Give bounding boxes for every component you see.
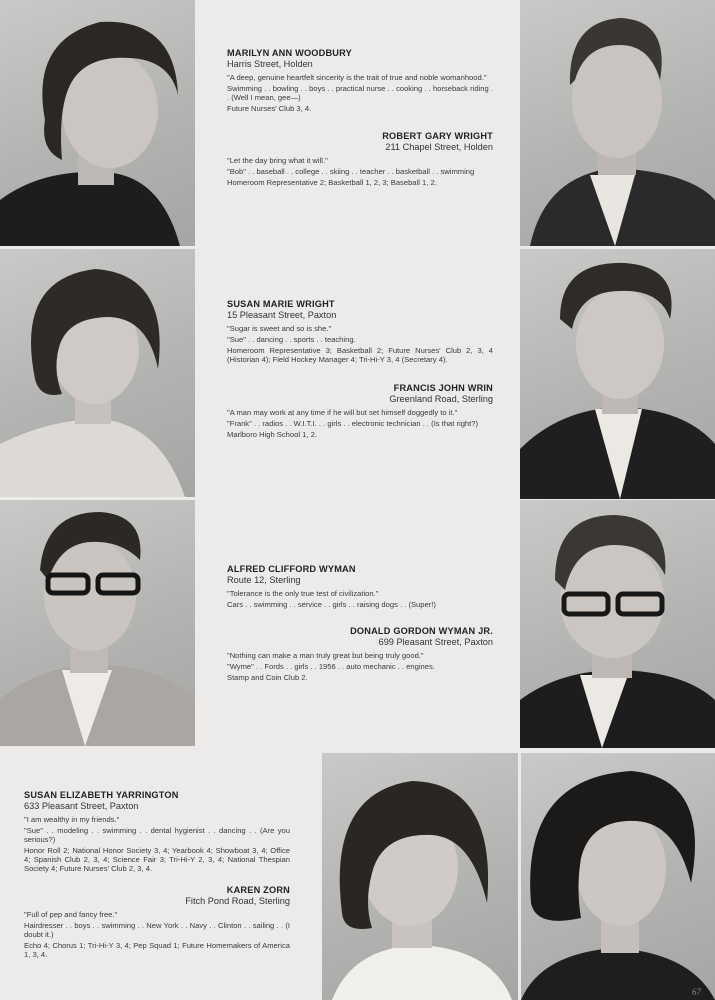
student-name: SUSAN ELIZABETH YARRINGTON xyxy=(24,790,179,800)
student-quote: "I am wealthy in my friends." xyxy=(24,815,120,824)
student-activities: Homeroom Representative 2; Basketball 1, 2, 3; Baseball 1, 2. xyxy=(227,178,437,187)
portrait-susan-yarrington xyxy=(322,753,518,1000)
student-bio xyxy=(24,790,290,875)
portrait-susan-wright xyxy=(0,249,195,497)
student-quote: "Sugar is sweet and so is she." xyxy=(227,324,332,333)
portrait-karen-zorn xyxy=(521,753,715,1000)
student-name: ALFRED CLIFFORD WYMAN xyxy=(227,564,356,574)
portrait-alfred-wyman xyxy=(0,500,195,746)
student-interests: "Sue" . . modeling . . swimming . . dental hygienist . . dancing . . (Are you serious?) xyxy=(24,826,290,844)
student-bio xyxy=(227,383,493,441)
portrait-francis-wrin xyxy=(520,249,715,499)
student-activities: Marlboro High School 1, 2. xyxy=(227,430,317,439)
student-bio xyxy=(227,299,493,366)
student-interests: "Wyme" . . Fords . . girls . . 1956 . . auto mechanic . . engines. xyxy=(227,662,435,671)
student-name: FRANCIS JOHN WRIN xyxy=(393,383,493,393)
student-interests: "Frank" . . radios . . W.I.T.I. . . girls . . electronic technician . . (Is that right?) xyxy=(227,419,479,428)
student-address: 15 Pleasant Street, Paxton xyxy=(227,310,337,320)
student-interests: Hairdresser . . boys . . swimming . . New York . . Navy . . Clinton . . sailing . . (I doubt it.) xyxy=(24,921,290,939)
student-address: Greenland Road, Sterling xyxy=(389,394,493,404)
student-activities: Future Nurses' Club 3, 4. xyxy=(227,104,312,113)
student-address: 699 Pleasant Street, Paxton xyxy=(378,637,493,647)
student-name: ROBERT GARY WRIGHT xyxy=(382,131,493,141)
student-bio xyxy=(24,885,290,961)
student-name: SUSAN MARIE WRIGHT xyxy=(227,299,335,309)
student-bio xyxy=(227,564,493,611)
portrait-donald-wyman xyxy=(520,500,715,748)
student-interests: Cars . . swimming . . service . . girls . . raising dogs . . (Super!) xyxy=(227,600,436,609)
student-quote: "Full of pep and fancy free." xyxy=(24,910,118,919)
student-quote: "A man may work at any time if he will but set himself doggedly to it." xyxy=(227,408,458,417)
student-interests: "Sue" . . dancing . . sports . . teaching. xyxy=(227,335,356,344)
student-name: DONALD GORDON WYMAN JR. xyxy=(350,626,493,636)
student-quote: "Nothing can make a man truly great but being truly good." xyxy=(227,651,424,660)
student-bio xyxy=(227,626,493,684)
student-bio xyxy=(227,131,493,189)
portrait-robert-wright xyxy=(520,0,715,246)
student-quote: "A deep, genuine heartfelt sincerity is the trait of true and noble womanhood." xyxy=(227,73,487,82)
student-activities: Stamp and Coin Club 2. xyxy=(227,673,308,682)
student-address: 211 Chapel Street, Holden xyxy=(385,142,493,152)
student-name: KAREN ZORN xyxy=(226,885,290,895)
student-address: Harris Street, Holden xyxy=(227,59,313,69)
portrait-marilyn-woodbury xyxy=(0,0,195,246)
student-quote: "Let the day bring what it will." xyxy=(227,156,328,165)
student-bio xyxy=(227,48,493,115)
student-address: 633 Pleasant Street, Paxton xyxy=(24,801,139,811)
student-activities: Homeroom Representative 3; Basketball 2; Future Nurses' Club 2, 3, 4 (Historian 4); Field Hockey Manager 4; Tri-Hi-Y 3, 4 (Secretary 4). xyxy=(227,346,493,364)
student-quote: "Tolerance is the only true test of civilization." xyxy=(227,589,379,598)
student-activities: Echo 4; Chorus 1; Tri-Hi-Y 3, 4; Pep Squad 1; Future Homemakers of America 1, 3, 4. xyxy=(24,941,290,959)
student-interests: Swimming . . bowling . . boys . . practical nurse . . cooking . . horseback riding . . (Well I mean, gee—) xyxy=(227,84,493,102)
student-address: Route 12, Sterling xyxy=(227,575,301,585)
student-name: MARILYN ANN WOODBURY xyxy=(227,48,352,58)
student-activities: Honor Roll 2; National Honor Society 3, 4; Yearbook 4; Showboat 3, 4; Office 4; Spanish Club 2, 3, 4; Science Fair 3; Tri-Hi-Y 2, 3, 4; National Thespian Society 4; Future Nurses' Club 2, 3, 4. xyxy=(24,846,290,873)
student-interests: "Bob" . . baseball . . college . . skiing . . teacher . . basketball . . swimming xyxy=(227,167,475,176)
student-address: Fitch Pond Road, Sterling xyxy=(185,896,290,906)
page-number: 67 xyxy=(692,987,701,997)
